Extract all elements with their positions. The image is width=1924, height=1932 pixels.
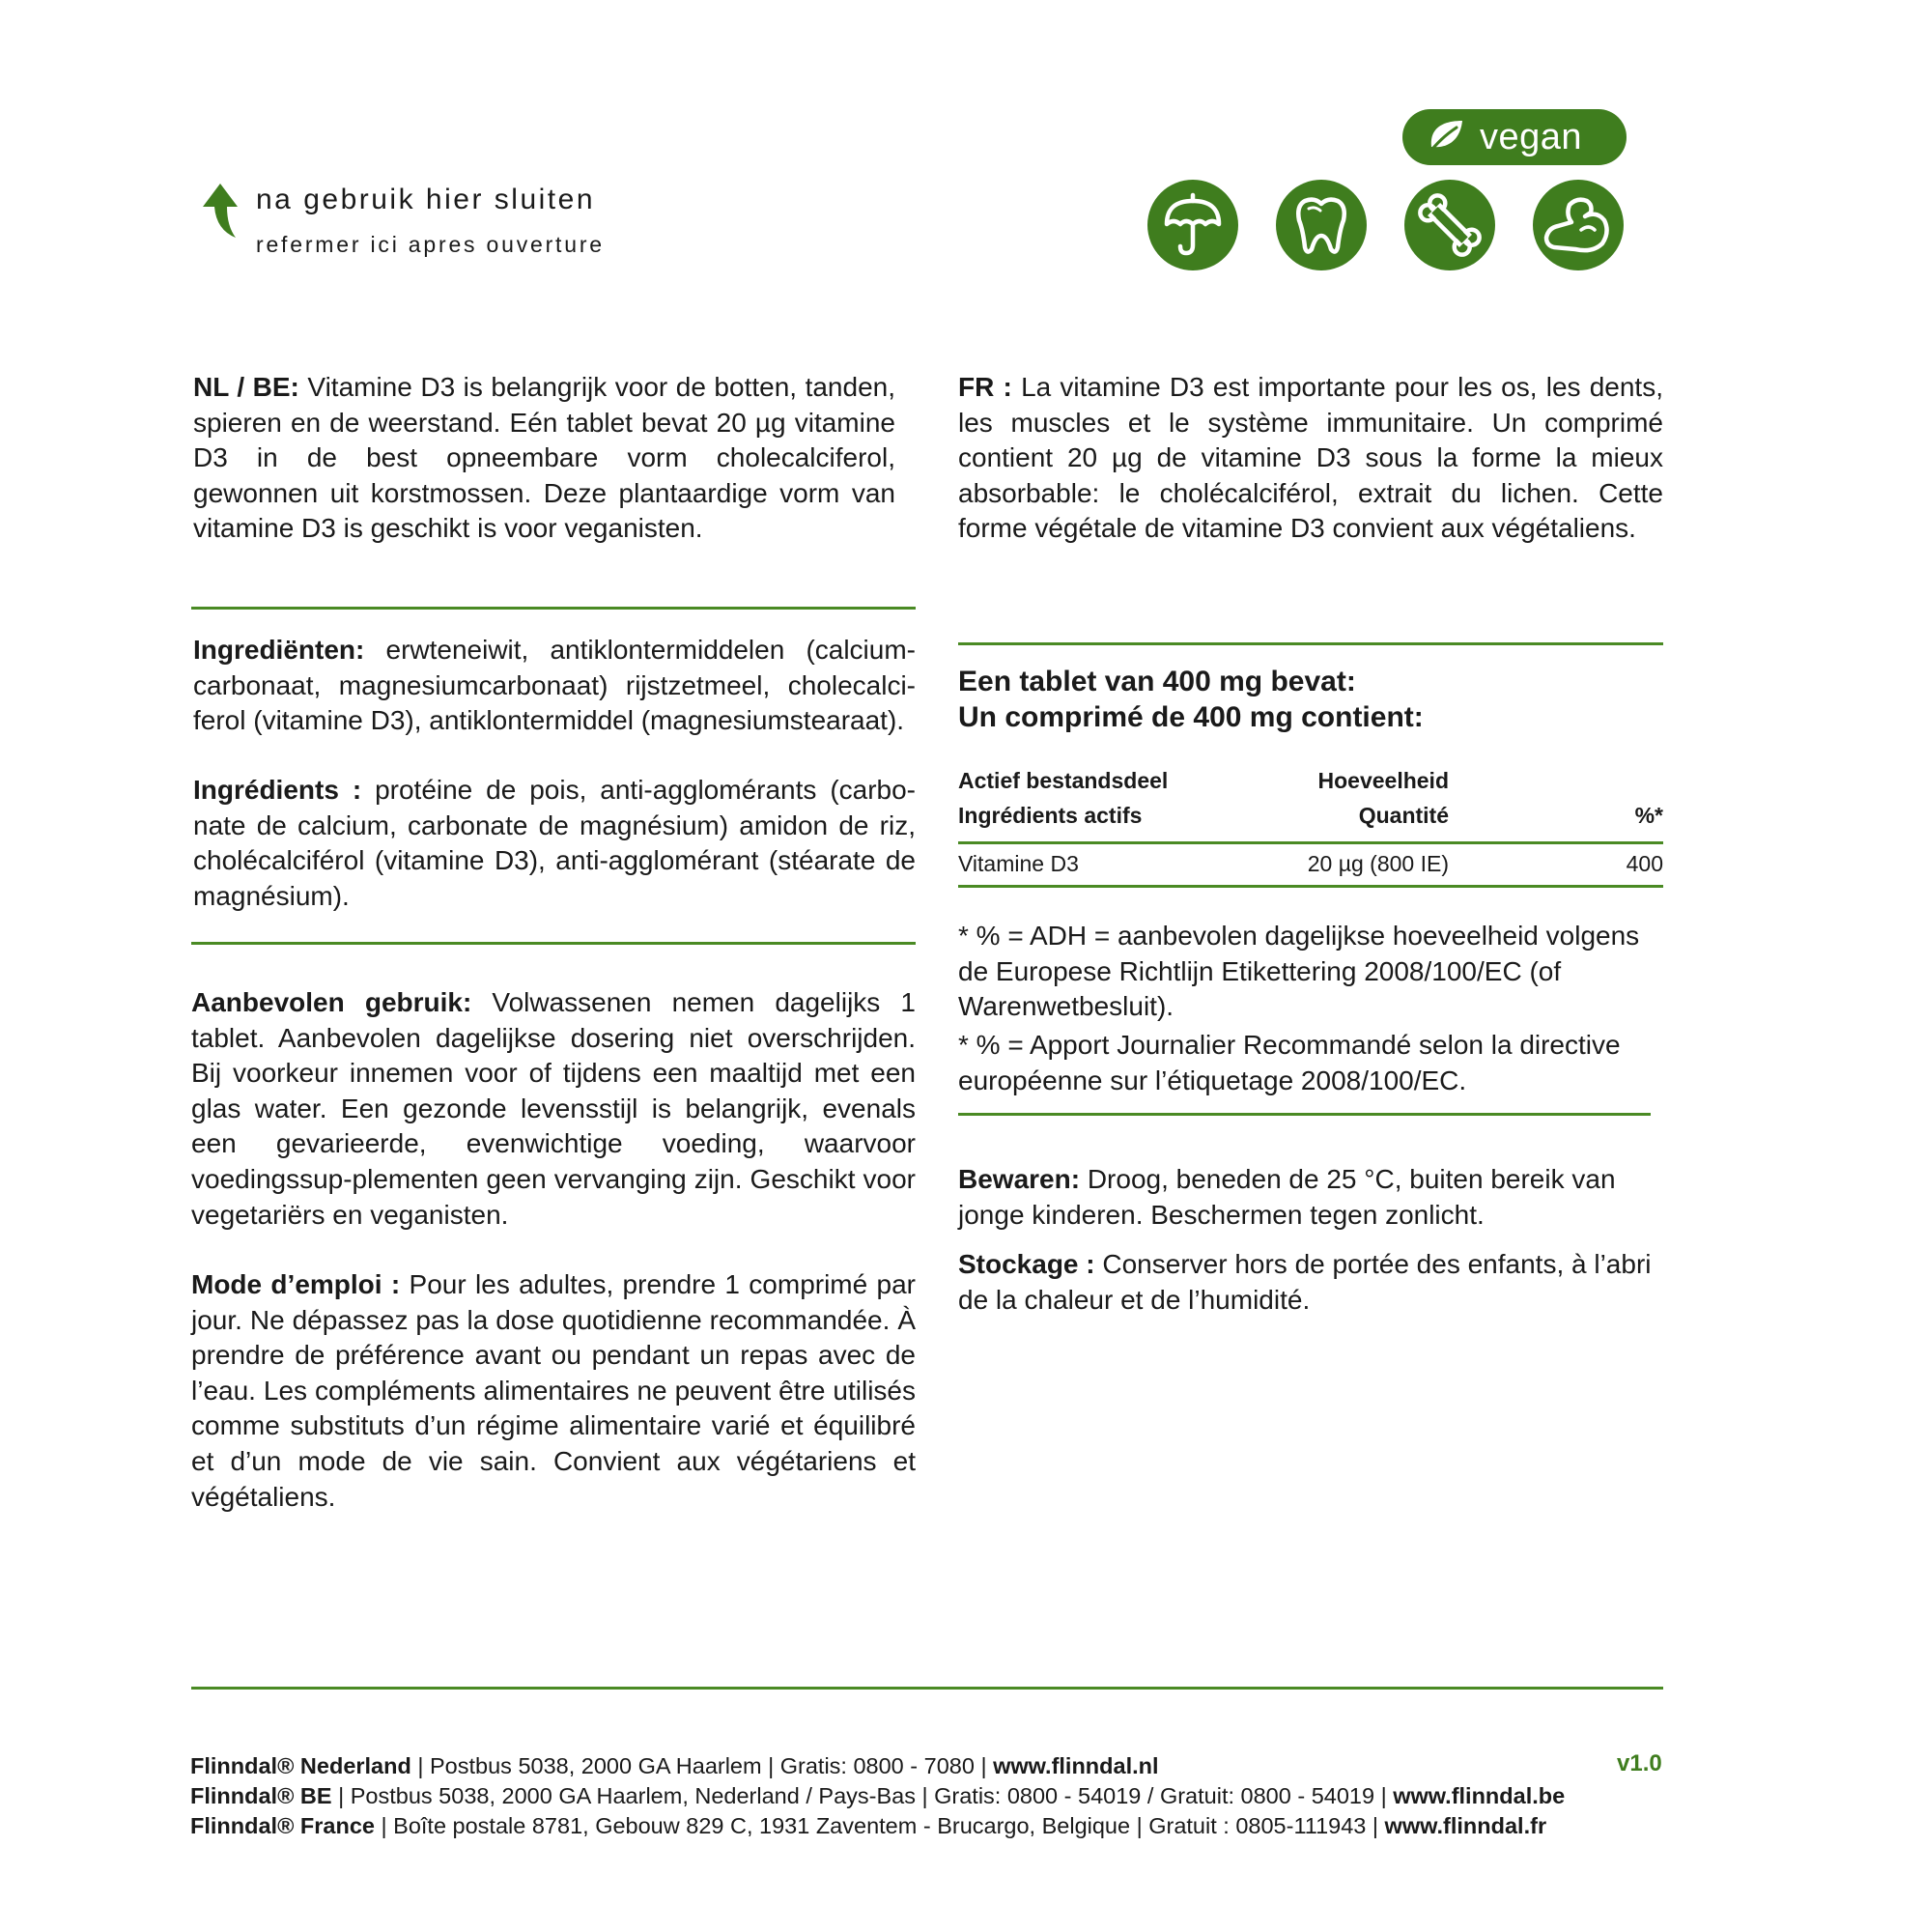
table-cell-percent: 400	[1626, 851, 1663, 876]
composition-heading	[958, 664, 1424, 735]
usage-fr	[191, 1267, 916, 1515]
table-cell-name: Vitamine D3	[958, 851, 1079, 876]
storage-fr	[958, 1247, 1663, 1318]
usage-fr-text: Pour les adultes, prendre 1 comprimé par jour. Ne dépassez pas la dose quotidienne recommandée. À prendre de préférence avant ou pendant un repas avec de l’eau. Les compléments alimentaires ne peuvent être utilisés comme substituts d’un régime alimentaire varié et équilibré et d’un mode de vie sain. Convient aux végétariens et végétaliens.	[191, 1269, 917, 1512]
intro-fr-text: La vitamine D3 est importante pour les os, les dents, les muscles et le système immunitaire. Un comprimé contient 20 µg de vitamine D3 sous la forme la mieux absorbable: le cholécalciférol, extrait du lichen. Cette forme végétale de vitamine D3 convient aux végétaliens.	[958, 372, 1663, 544]
composition-heading-nl: Een tablet van 400 mg bevat:	[958, 666, 1356, 697]
footer-line-fr	[190, 1811, 1546, 1841]
footer-details: | Boîte postale 8781, Gebouw 829 C, 1931 Zaventem - Brucargo, Belgique | Gratuit : 0805-111943 |	[374, 1813, 1385, 1838]
footer-website-link[interactable]: www.flinndal.fr	[1384, 1813, 1547, 1838]
composition-table	[958, 768, 1663, 889]
rdi-note-fr: * % = Apport Journalier Recommandé selon la directive européenne sur l’étiquetage 2008/100/EC.	[958, 1030, 1621, 1095]
footer-brand: Flinndal® France	[190, 1813, 375, 1838]
muscle-arm-icon	[1533, 180, 1624, 270]
column-header-ingredient-nl: Actief bestandsdeel	[958, 768, 1169, 793]
footer-brand: Flinndal® BE	[190, 1783, 332, 1808]
tooth-icon	[1276, 180, 1367, 270]
column-header-ingredient-fr: Ingrédients actifs	[958, 803, 1143, 828]
divider	[191, 1687, 1663, 1690]
table-rule	[958, 841, 1663, 844]
divider	[958, 1113, 1651, 1116]
footer-details: | Postbus 5038, 2000 GA Haarlem, Nederland / Pays-Bas | Gratis: 0800 - 54019 / Gratuit: 0800 - 54019 |	[331, 1783, 1394, 1808]
divider	[958, 642, 1663, 645]
table-cell-amount: 20 µg (800 IE)	[1307, 851, 1449, 876]
vegan-label: vegan	[1480, 116, 1583, 157]
storage-fr-label: Stockage :	[958, 1249, 1095, 1279]
usage-nl-text: Volwassenen nemen dagelijks 1 tablet. Aanbevolen dagelijkse dosering niet overschrijden. Bij voorkeur innemen voor of tijdens een maaltijd met een glas water. Een gezonde levensstijl is belangrijk, evenals een gevarieerde, evenwichtige voeding, waarvoor voedingssup-plementen geen vervanging zijn. Geschikt voor vegetariërs en veganisten.	[191, 987, 916, 1230]
vegan-badge	[1402, 109, 1627, 165]
leaf-icon	[1424, 118, 1466, 156]
rdi-note-nl: * % = ADH = aanbevolen dagelijkse hoeveelheid volgens de Europese Richtlijn Etikettering 2008/100/EC (of Warenwetbesluit).	[958, 921, 1640, 1022]
storage-nl-label: Bewaren:	[958, 1164, 1081, 1194]
bone-icon	[1404, 180, 1495, 270]
ingredients-nl	[193, 633, 916, 739]
close-instruction-nl: na gebruik hier sluiten	[256, 184, 596, 215]
column-header-amount-nl: Hoeveelheid	[1317, 768, 1449, 793]
usage-nl-label: Aanbevolen gebruik:	[191, 987, 472, 1017]
footer-website-link[interactable]: www.flinndal.be	[1393, 1783, 1566, 1808]
umbrella-icon	[1147, 180, 1238, 270]
ingredients-nl-text: erwteneiwit, antiklontermiddelen (calcium-carbonaat, magnesiumcarbonaat) rijstzetmeel, cholecalci-ferol (vitamine D3), antiklontermiddel (magnesiumstearaat).	[193, 635, 916, 736]
version-label: v1.0	[1617, 1750, 1662, 1776]
intro-nl-text: Vitamine D3 is belangrijk voor de botten, tanden, spieren en de weerstand. Eén tablet bevat 20 µg vitamine D3 in de best opneembare vorm cholecalciferol, gewonnen uit korstmossen. Deze plantaardige vorm van vitamine D3 is geschikt is voor veganisten.	[193, 372, 895, 544]
close-instruction-fr: refermer ici apres ouverture	[256, 232, 605, 257]
intro-nl	[193, 370, 895, 547]
intro-fr	[958, 370, 1663, 547]
column-header-percent: %*	[1634, 803, 1663, 828]
intro-nl-label: NL / BE:	[193, 372, 299, 402]
footer-line-nl	[190, 1751, 1159, 1781]
divider	[191, 607, 916, 610]
intro-fr-label: FR :	[958, 372, 1012, 402]
footer-brand: Flinndal® Nederland	[190, 1753, 411, 1778]
ingredients-fr-text: protéine de pois, anti-agglomérants (carbo-nate de calcium, carbonate de magnésium) amidon de riz, cholécalciférol (vitamine D3), anti-agglomérant (stéarate de magnésium).	[193, 775, 917, 911]
usage-fr-label: Mode d’emploi :	[191, 1269, 401, 1299]
usage-nl	[191, 985, 916, 1233]
footer-line-be	[190, 1781, 1565, 1811]
storage-fr-text: Conserver hors de portée des enfants, à l’abri de la chaleur et de l’humidité.	[958, 1249, 1652, 1315]
up-arrow-icon	[201, 184, 240, 238]
ingredients-fr-label: Ingrédients :	[193, 775, 362, 805]
footer-details: | Postbus 5038, 2000 GA Haarlem | Gratis: 0800 - 7080 |	[410, 1753, 994, 1778]
ingredients-nl-label: Ingrediënten:	[193, 635, 365, 665]
ingredients-fr	[193, 773, 916, 914]
footer-website-link[interactable]: www.flinndal.nl	[993, 1753, 1159, 1778]
divider	[191, 942, 916, 945]
column-header-amount-fr: Quantité	[1358, 803, 1449, 828]
storage-nl	[958, 1162, 1663, 1233]
storage-nl-text: Droog, beneden de 25 °C, buiten bereik van jonge kinderen. Beschermen tegen zonlicht.	[958, 1164, 1616, 1230]
composition-heading-fr: Un comprimé de 400 mg contient:	[958, 701, 1424, 733]
table-rule	[958, 885, 1663, 888]
